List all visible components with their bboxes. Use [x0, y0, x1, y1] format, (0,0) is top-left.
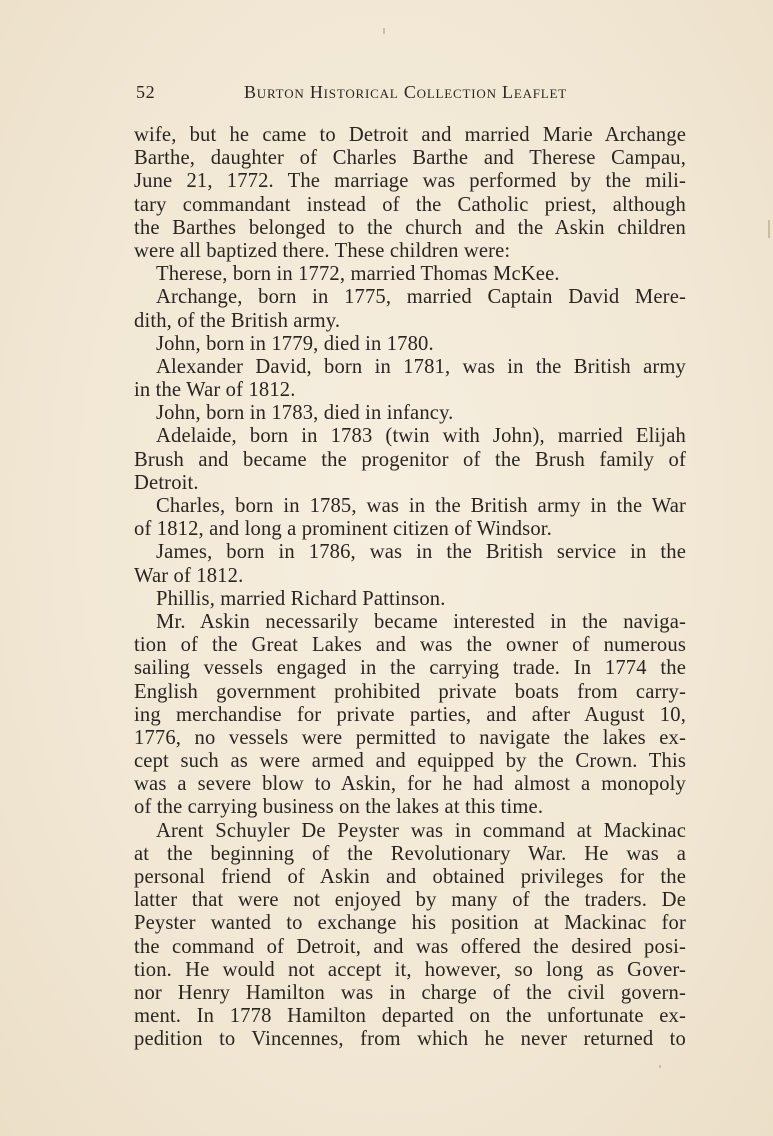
- text-line: Therese, born in 1772, married Thomas McKee.: [156, 263, 560, 286]
- text-line: Alexander David, born in 1781, was in the British army: [156, 355, 686, 378]
- text-line: tion. He would not accept it, however, so long as Gover-: [134, 958, 686, 981]
- text-line: tary commandant instead of the Catholic priest, although: [134, 193, 686, 216]
- text-line: tion of the Great Lakes and was the owner of numerous: [134, 634, 686, 657]
- text-line: of 1812, and long a prominent citizen of Windsor.: [134, 518, 552, 541]
- text-line: dith, of the British army.: [134, 309, 341, 332]
- text-line: of the carrying business on the lakes at this time.: [134, 796, 544, 819]
- text-line: Arent Schuyler De Peyster was in command at Mackinac: [156, 819, 686, 842]
- text-line: Adelaide, born in 1783 (twin with John), married Elijah: [156, 425, 686, 448]
- edge-mark: [768, 220, 770, 238]
- text-line: personal friend of Askin and obtained privileges for the: [134, 866, 686, 888]
- text-line: pedition to Vincennes, from which he never returned to: [134, 1028, 686, 1051]
- text-line: John, born in 1779, died in 1780.: [156, 332, 434, 355]
- text-line: in the War of 1812.: [134, 379, 296, 402]
- text-line: Barthe, daughter of Charles Barthe and Therese Campau,: [134, 147, 686, 170]
- text-line: Peyster wanted to exchange his position at Mackinac for: [134, 912, 686, 935]
- text-line: the Barthes belonged to the church and the Askin children: [134, 216, 686, 239]
- text-line: Detroit.: [134, 471, 199, 494]
- text-line: John, born in 1783, died in infancy.: [156, 402, 454, 425]
- text-line: sailing vessels engaged in the carrying trade. In 1774 the: [134, 657, 686, 680]
- text-line: wife, but he came to Detroit and married Marie Archange: [134, 124, 686, 146]
- running-head: Burton Historical Collection Leaflet: [244, 82, 568, 102]
- text-line: Charles, born in 1785, was in the British army in the War: [156, 495, 686, 517]
- page-header: [136, 82, 686, 106]
- text-line: Phillis, married Richard Pattinson.: [156, 587, 446, 610]
- speck-mark: [383, 28, 385, 34]
- text-line: nor Henry Hamilton was in charge of the civil govern-: [134, 981, 686, 1004]
- text-line: latter that were not enjoyed by many of the traders. De: [134, 889, 686, 912]
- text-line: 1776, no vessels were permitted to navigate the lakes ex-: [134, 726, 686, 749]
- text-line: ment. In 1778 Hamilton departed on the unfortunate ex-: [134, 1005, 686, 1028]
- speck-mark: [659, 1065, 661, 1068]
- text-line: June 21, 1772. The marriage was performed by the mili-: [134, 170, 686, 193]
- text-line: English government prohibited private boats from carry-: [134, 680, 686, 703]
- text-line: ing merchandise for private parties, and after August 10,: [134, 703, 686, 726]
- text-line: War of 1812.: [134, 564, 244, 587]
- text-line: were all baptized there. These children were:: [134, 239, 511, 262]
- text-line: Mr. Askin necessarily became interested in the naviga-: [156, 610, 686, 633]
- body-text: [134, 124, 686, 1052]
- page-number: 52: [136, 82, 156, 102]
- text-line: cept such as were armed and equipped by the Crown. This: [134, 750, 686, 773]
- text-line: at the beginning of the Revolutionary War. He was a: [134, 842, 686, 865]
- text-line: was a severe blow to Askin, for he had almost a monopoly: [134, 773, 686, 796]
- text-line: James, born in 1786, was in the British service in the: [156, 541, 686, 564]
- text-line: Archange, born in 1775, married Captain David Mere-: [156, 286, 686, 309]
- text-line: Brush and became the progenitor of the Brush family of: [134, 448, 686, 471]
- text-line: the command of Detroit, and was offered the desired posi-: [134, 935, 686, 958]
